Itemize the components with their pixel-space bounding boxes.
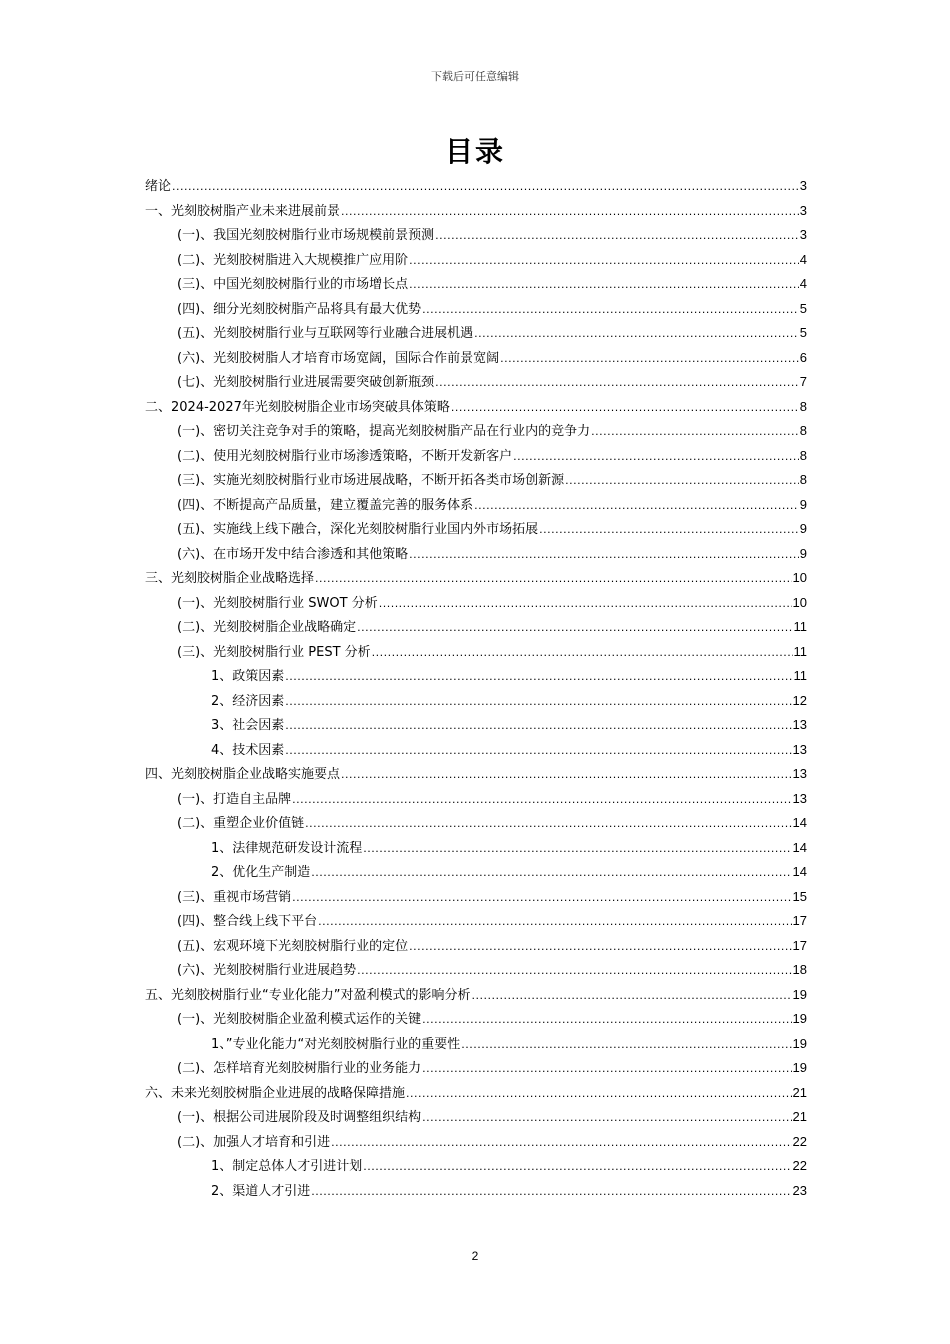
- toc-dot-leader: [409, 249, 799, 274]
- toc-entry-title: 绪论: [145, 179, 172, 194]
- toc-entry[interactable]: [145, 468, 807, 493]
- toc-dot-leader: [565, 469, 799, 494]
- toc-entry-title: (三)、重视市场营销: [177, 889, 292, 905]
- toc-entry-page: 10: [792, 594, 807, 610]
- page-number: 2: [471, 1249, 479, 1263]
- toc-entry[interactable]: [145, 395, 807, 420]
- toc-dot-leader: [285, 665, 792, 690]
- toc-entry-page: 11: [793, 619, 807, 634]
- table-of-contents: [145, 174, 807, 1203]
- toc-entry-page: 11: [793, 668, 807, 683]
- toc-dot-leader: [285, 714, 791, 739]
- toc-entry-page: 19: [792, 1035, 807, 1051]
- toc-entry-page: 14: [792, 839, 807, 855]
- toc-entry-title: (一)、根据公司进展阶段及时调整组织结构: [177, 1110, 422, 1125]
- toc-entry-page: 19: [792, 986, 807, 1002]
- toc-entry-title: (二)、重塑企业价值链: [177, 816, 305, 831]
- header-note: 下载后可任意编辑: [431, 70, 519, 83]
- toc-entry-page: 17: [792, 913, 807, 928]
- toc-entry-page: 3: [799, 178, 807, 193]
- toc-entry-page: 21: [792, 1109, 807, 1124]
- toc-entry-title: 三、光刻胶树脂企业战略选择: [145, 571, 315, 586]
- toc-entry-page: 19: [792, 1060, 807, 1075]
- toc-entry[interactable]: [145, 762, 807, 787]
- toc-entry[interactable]: [145, 248, 807, 273]
- toc-entry-title: 六、未来光刻胶树脂企业进展的战略保障措施: [145, 1085, 406, 1101]
- toc-entry-title: 五、光刻胶树脂行业“专业化能力”对盈利模式的影响分析: [145, 987, 471, 1003]
- toc-entry-title: (二)、光刻胶树脂进入大规模推广应用阶: [177, 252, 409, 268]
- toc-dot-leader: [409, 935, 791, 960]
- toc-dot-leader: [513, 445, 799, 470]
- toc-entry-title: (二)、加强人才培育和引进: [177, 1134, 331, 1150]
- toc-entry-title: (六)、光刻胶树脂行业进展趋势: [177, 963, 357, 978]
- toc-entry-page: 19: [792, 1011, 807, 1026]
- toc-entry-title: 3、社会因素: [211, 718, 285, 733]
- toc-entry-title: 1、”专业化能力“对光刻胶树脂行业的重要性: [211, 1036, 461, 1052]
- toc-entry-page: 5: [799, 325, 807, 340]
- toc-entry-title: 4、技术因素: [211, 742, 285, 758]
- toc-entry-page: 11: [793, 643, 807, 659]
- toc-dot-leader: [422, 1008, 791, 1033]
- toc-entry-title: (四)、细分光刻胶树脂产品将具有最大优势: [177, 301, 422, 317]
- toc-dot-leader: [591, 420, 799, 445]
- toc-entry[interactable]: [145, 199, 807, 224]
- toc-dot-leader: [305, 812, 791, 837]
- toc-entry-page: 22: [792, 1158, 807, 1173]
- toc-entry-page: 6: [799, 349, 807, 365]
- toc-entry-title: (四)、整合线上线下平台: [177, 914, 318, 929]
- toc-entry[interactable]: [145, 836, 807, 861]
- toc-entry-page: 9: [799, 496, 807, 512]
- toc-entry[interactable]: [145, 983, 807, 1008]
- toc-entry-page: 8: [799, 423, 807, 438]
- toc-entry-title: (四)、不断提高产品质量，建立覆盖完善的服务体系: [177, 497, 474, 513]
- toc-entry-page: 23: [792, 1182, 807, 1198]
- toc-entry-page: 4: [799, 276, 807, 291]
- toc-entry-title: (五)、实施线上线下融合，深化光刻胶树脂行业国内外市场拓展: [177, 522, 539, 537]
- toc-entry-page: 13: [792, 741, 807, 757]
- toc-dot-leader: [500, 347, 799, 372]
- toc-entry[interactable]: [145, 1081, 807, 1106]
- toc-entry[interactable]: [145, 346, 807, 371]
- toc-entry-title: (二)、使用光刻胶树脂行业市场渗透策略，不断开发新客户: [177, 448, 513, 464]
- toc-dot-leader: [285, 739, 791, 764]
- toc-dot-leader: [172, 175, 799, 200]
- toc-entry-title: (一)、光刻胶树脂行业 SWOT 分析: [177, 595, 378, 611]
- toc-entry[interactable]: [145, 1032, 807, 1057]
- toc-entry-title: (二)、光刻胶树脂企业战略确定: [177, 620, 357, 635]
- toc-dot-leader: [292, 886, 791, 911]
- toc-entry[interactable]: [145, 566, 807, 591]
- toc-entry[interactable]: [145, 909, 807, 934]
- toc-dot-leader: [422, 298, 799, 323]
- toc-entry-title: (一)、密切关注竞争对手的策略，提高光刻胶树脂产品在行业内的竞争力: [177, 424, 591, 439]
- toc-dot-leader: [311, 1180, 791, 1205]
- toc-dot-leader: [379, 592, 792, 617]
- toc-entry-page: 12: [792, 692, 807, 708]
- toc-entry-title: 二、2024-2027年光刻胶树脂企业市场突破具体策略: [145, 399, 450, 415]
- toc-dot-leader: [341, 763, 792, 788]
- toc-entry[interactable]: [145, 493, 807, 518]
- toc-entry[interactable]: [145, 223, 807, 248]
- toc-entry[interactable]: [145, 444, 807, 469]
- toc-entry[interactable]: [145, 1179, 807, 1204]
- toc-dot-leader: [285, 690, 791, 715]
- toc-entry-title: 2、经济因素: [211, 693, 285, 709]
- toc-dot-leader: [474, 494, 799, 519]
- toc-dot-leader: [451, 396, 799, 421]
- toc-dot-leader: [406, 1082, 792, 1107]
- toc-dot-leader: [315, 567, 792, 592]
- toc-entry-page: 13: [792, 717, 807, 732]
- toc-entry-title: (一)、打造自主品牌: [177, 791, 292, 807]
- toc-entry[interactable]: [145, 689, 807, 714]
- toc-entry-page: 3: [799, 202, 807, 218]
- toc-entry[interactable]: [145, 958, 807, 983]
- toc-dot-leader: [357, 959, 791, 984]
- toc-dot-leader: [471, 984, 791, 1009]
- toc-entry-title: (三)、光刻胶树脂行业 PEST 分析: [177, 644, 371, 660]
- toc-entry-title: 四、光刻胶树脂企业战略实施要点: [145, 767, 341, 782]
- toc-entry-title: (一)、我国光刻胶树脂行业市场规模前景预测: [177, 228, 435, 243]
- toc-dot-leader: [539, 518, 799, 543]
- toc-dot-leader: [363, 837, 791, 862]
- toc-entry-title: (三)、实施光刻胶树脂行业市场进展战略，不断开拓各类市场创新源: [177, 473, 565, 488]
- toc-entry-title: 一、光刻胶树脂产业未来进展前景: [145, 203, 341, 219]
- toc-entry-page: 7: [799, 374, 807, 389]
- toc-entry-page: 3: [799, 227, 807, 242]
- toc-entry[interactable]: [145, 297, 807, 322]
- toc-dot-leader: [341, 200, 799, 225]
- toc-entry-page: 8: [799, 447, 807, 463]
- toc-entry-page: 4: [799, 251, 807, 267]
- toc-entry-title: 1、法律规范研发设计流程: [211, 840, 363, 856]
- toc-dot-leader: [318, 910, 791, 935]
- toc-entry[interactable]: [145, 885, 807, 910]
- toc-entry-title: 2、渠道人才引进: [211, 1183, 311, 1199]
- toc-dot-leader: [435, 371, 799, 396]
- toc-dot-leader: [474, 322, 799, 347]
- toc-entry[interactable]: [145, 419, 807, 444]
- toc-entry[interactable]: [145, 542, 807, 567]
- toc-dot-leader: [292, 788, 791, 813]
- toc-entry-title: (三)、中国光刻胶树脂行业的市场增长点: [177, 277, 409, 292]
- toc-entry[interactable]: [145, 738, 807, 763]
- toc-entry-page: 22: [792, 1133, 807, 1149]
- toc-entry[interactable]: [145, 1105, 807, 1130]
- toc-entry[interactable]: [145, 787, 807, 812]
- toc-entry-page: 21: [792, 1084, 807, 1100]
- toc-entry[interactable]: [145, 934, 807, 959]
- toc-entry-title: (五)、光刻胶树脂行业与互联网等行业融合进展机遇: [177, 326, 474, 341]
- toc-dot-leader: [311, 861, 791, 886]
- toc-entry-page: 14: [792, 864, 807, 879]
- toc-dot-leader: [422, 1106, 791, 1131]
- toc-dot-leader: [357, 616, 792, 641]
- toc-dot-leader: [461, 1033, 791, 1058]
- toc-entry-title: 1、制定总体人才引进计划: [211, 1159, 363, 1174]
- toc-entry-title: 2、优化生产制造: [211, 865, 311, 880]
- toc-title: 目录: [444, 135, 505, 168]
- toc-entry-page: 13: [792, 790, 807, 806]
- toc-entry-title: 1、政策因素: [211, 669, 285, 684]
- toc-entry[interactable]: [145, 615, 807, 640]
- toc-entry[interactable]: [145, 591, 807, 616]
- toc-dot-leader: [372, 641, 793, 666]
- toc-entry[interactable]: [145, 517, 807, 542]
- toc-entry[interactable]: [145, 811, 807, 836]
- toc-entry-page: 8: [799, 398, 807, 414]
- toc-entry[interactable]: [145, 1130, 807, 1155]
- toc-entry-page: 14: [792, 815, 807, 830]
- toc-entry-page: 9: [799, 521, 807, 536]
- toc-entry-page: 10: [792, 570, 807, 585]
- toc-entry-page: 9: [799, 545, 807, 561]
- toc-entry-page: 17: [792, 937, 807, 953]
- toc-entry[interactable]: [145, 1154, 807, 1179]
- toc-entry-page: 8: [799, 472, 807, 487]
- toc-entry[interactable]: [145, 860, 807, 885]
- toc-dot-leader: [409, 543, 799, 568]
- toc-dot-leader: [435, 224, 799, 249]
- toc-dot-leader: [363, 1155, 791, 1180]
- toc-entry[interactable]: [145, 370, 807, 395]
- toc-entry-title: (七)、光刻胶树脂行业进展需要突破创新瓶颈: [177, 375, 435, 390]
- toc-dot-leader: [409, 273, 799, 298]
- toc-entry-title: (一)、光刻胶树脂企业盈利模式运作的关键: [177, 1012, 422, 1027]
- toc-entry-page: 18: [792, 962, 807, 977]
- toc-entry-title: (六)、光刻胶树脂人才培育市场宽阔，国际合作前景宽阔: [177, 350, 500, 366]
- toc-entry-title: (五)、宏观环境下光刻胶树脂行业的定位: [177, 938, 409, 954]
- toc-dot-leader: [331, 1131, 791, 1156]
- toc-entry[interactable]: [145, 664, 807, 689]
- toc-entry-title: (二)、怎样培育光刻胶树脂行业的业务能力: [177, 1061, 422, 1076]
- toc-entry-title: (六)、在市场开发中结合渗透和其他策略: [177, 546, 409, 562]
- toc-entry[interactable]: [145, 713, 807, 738]
- toc-entry[interactable]: [145, 1056, 807, 1081]
- toc-entry-page: 5: [799, 300, 807, 316]
- toc-dot-leader: [422, 1057, 791, 1082]
- toc-entry-page: 13: [792, 766, 807, 781]
- toc-entry-page: 15: [792, 888, 807, 904]
- toc-entry[interactable]: [145, 640, 807, 665]
- toc-entry[interactable]: [145, 1007, 807, 1032]
- toc-entry[interactable]: [145, 272, 807, 297]
- toc-entry[interactable]: [145, 321, 807, 346]
- toc-entry[interactable]: [145, 174, 807, 199]
